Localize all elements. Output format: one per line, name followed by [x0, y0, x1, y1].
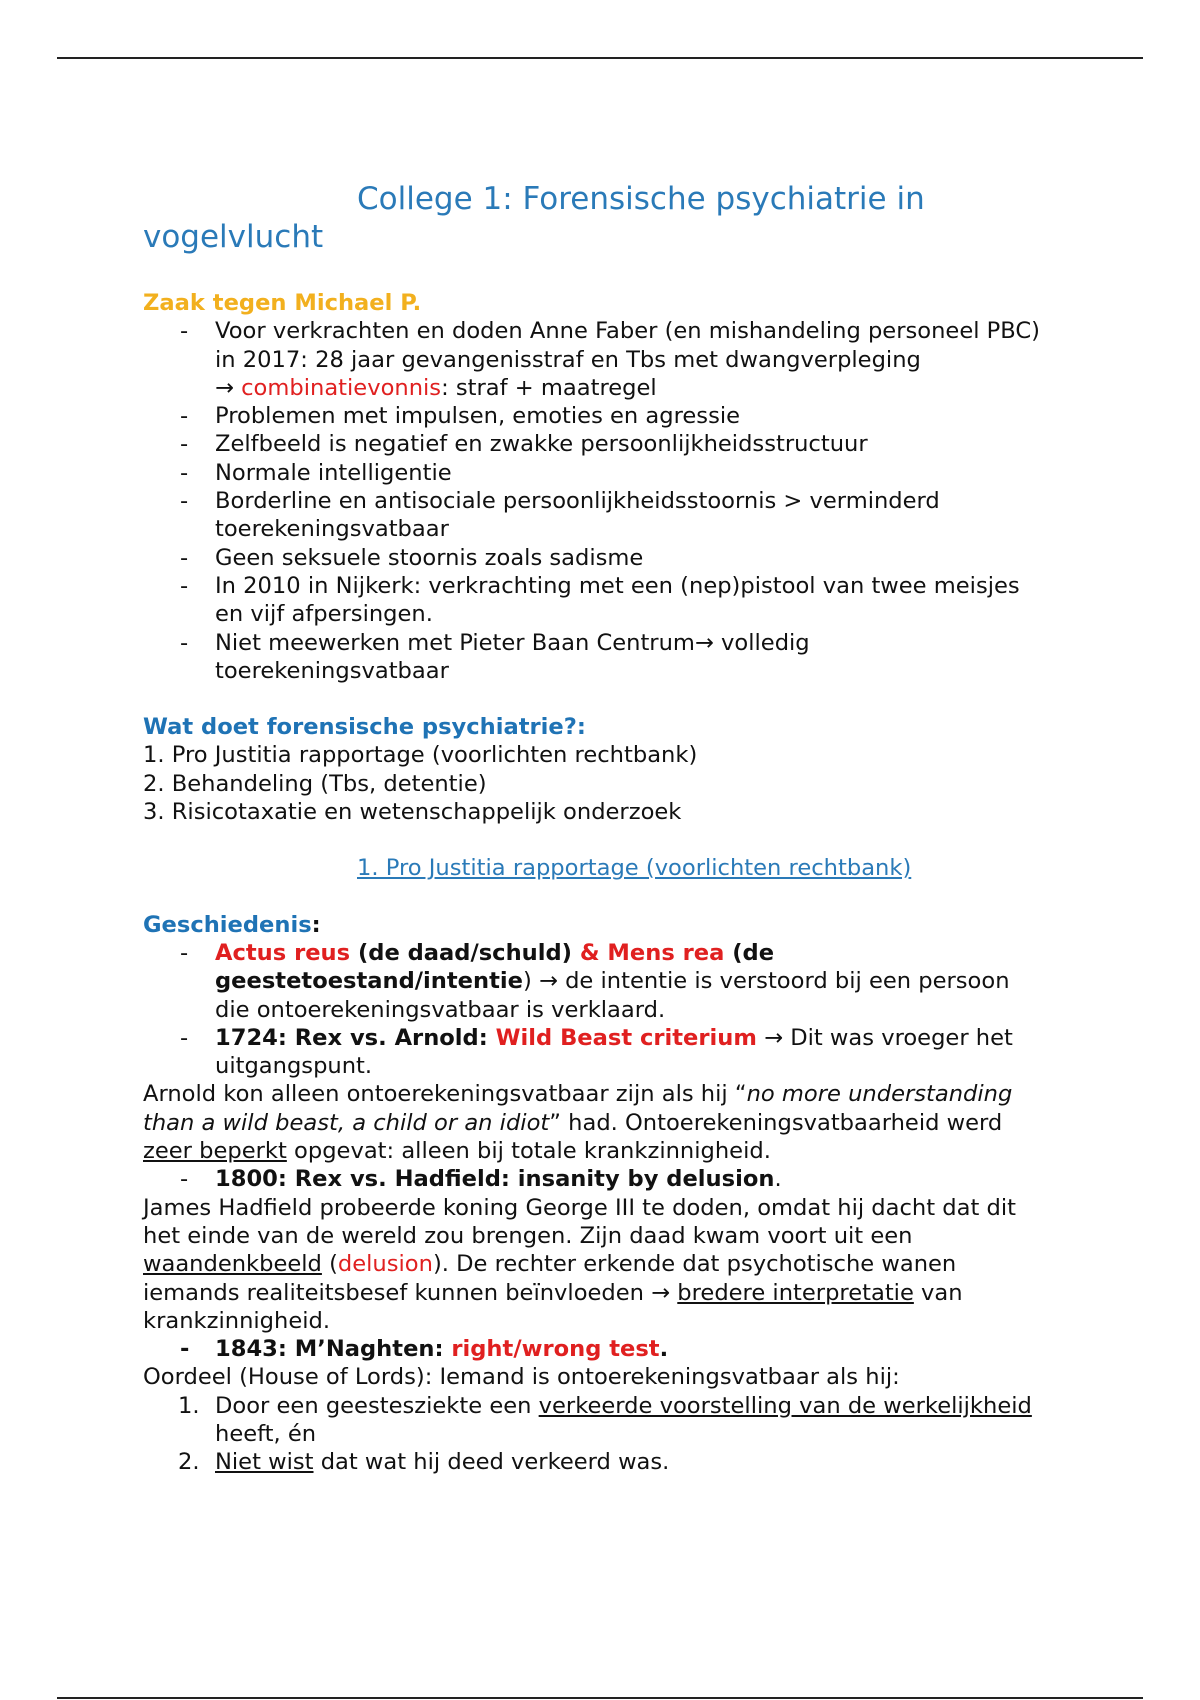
oordeel-paragraph: Oordeel (House of Lords): Iemand is ontoerekeningsvatbaar als hij: — [143, 1364, 900, 1391]
bottom-rule — [57, 1697, 1143, 1699]
list-item: - Problemen met impulsen, emoties en agressie — [143, 402, 1043, 430]
list-item: - Voor verkrachten en doden Anne Faber (en mishandeling personeel PBC) in 2017: 28 jaar gevangenisstraf en Tbs met dwangverpleging → combinatievonnis: straf + maatregel — [143, 317, 1043, 402]
list-item: - Normale intelligentie — [143, 459, 1043, 487]
list-item: - Geen seksuele stoornis zoals sadisme — [143, 544, 1043, 572]
wat-item-1: 1. Pro Justitia rapportage (voorlichten rechtbank) — [143, 742, 698, 769]
list-item: - In 2010 in Nijkerk: verkrachting met een (nep)pistool van twee meisjes en vijf afpersingen. — [143, 572, 1043, 629]
heading-wat: Wat doet forensische psychiatrie?: — [143, 714, 586, 741]
list-item: - Borderline en antisociale persoonlijkheidsstoornis > verminderd toerekeningsvatbaar — [143, 487, 1043, 544]
heading-zaak: Zaak tegen Michael P. — [143, 290, 422, 316]
list-item-actus: - Actus reus (de daad/schuld) & Mens rea (de geestetoestand/intentie) → de intentie is verstoord bij een persoon die ontoerekeningsvatbaar is verklaard. — [143, 939, 1043, 1024]
list-item-mnaghten: - 1843: M’Naghten: right/wrong test. — [143, 1335, 1043, 1363]
criterion-item: 2. Niet wist dat wat hij deed verkeerd was. — [178, 1449, 670, 1476]
list-item: - Niet meewerken met Pieter Baan Centrum→ volledig toerekeningsvatbaar — [143, 629, 1043, 686]
term-combinatievonnis: combinatievonnis — [241, 374, 442, 401]
geschiedenis-list-2 — [143, 1165, 1043, 1193]
geschiedenis-list-3 — [143, 1335, 1043, 1363]
heading-geschiedenis: Geschiedenis: — [143, 911, 321, 938]
page-title — [143, 180, 1043, 256]
title-line-2: vogelvlucht — [143, 219, 324, 255]
top-rule — [57, 57, 1143, 59]
geschiedenis-list-1 — [143, 939, 1043, 1080]
arnold-paragraph: Arnold kon alleen ontoerekeningsvatbaar zijn als hij “no more understanding than a wild beast, a child or an idiot” had. Ontoerekeningsvatbaarheid werd zeer beperkt opgevat: alleen bij totale krankzinnigheid. — [143, 1081, 1013, 1165]
list-item-rex-arnold: - 1724: Rex vs. Arnold: Wild Beast criterium → Dit was vroeger het uitgangspunt. — [143, 1024, 1043, 1081]
document-body — [143, 180, 1043, 1477]
criteria-list — [143, 1392, 1043, 1477]
wat-item-3: 3. Risicotaxatie en wetenschappelijk onderzoek — [143, 799, 682, 826]
zaak-list — [143, 317, 1043, 685]
hadfield-paragraph: James Hadfield probeerde koning George III te doden, omdat hij dacht dat dit het einde van de wereld zou brengen. Zijn daad kwam voort uit een waandenkbeeld (delusion). De rechter erkende dat psychotische wanen iemands realiteitsbesef kunnen beïnvloeden → bredere interpretatie van krankzinnigheid. — [143, 1194, 1016, 1334]
wat-item-2: 2. Behandeling (Tbs, detentie) — [143, 770, 487, 797]
criterion-item: 1. Door een geestesziekte een verkeerde voorstelling van de werkelijkheid heeft, én — [178, 1392, 1032, 1447]
list-item-rex-hadfield: - 1800: Rex vs. Hadfield: insanity by delusion. — [143, 1165, 1043, 1193]
title-line-1: College 1: Forensische psychiatrie in — [357, 181, 925, 217]
section-link-pro-justitia[interactable]: 1. Pro Justitia rapportage (voorlichten rechtbank) — [357, 855, 912, 882]
list-item: - Zelfbeeld is negatief en zwakke persoonlijkheidsstructuur — [143, 430, 1043, 458]
